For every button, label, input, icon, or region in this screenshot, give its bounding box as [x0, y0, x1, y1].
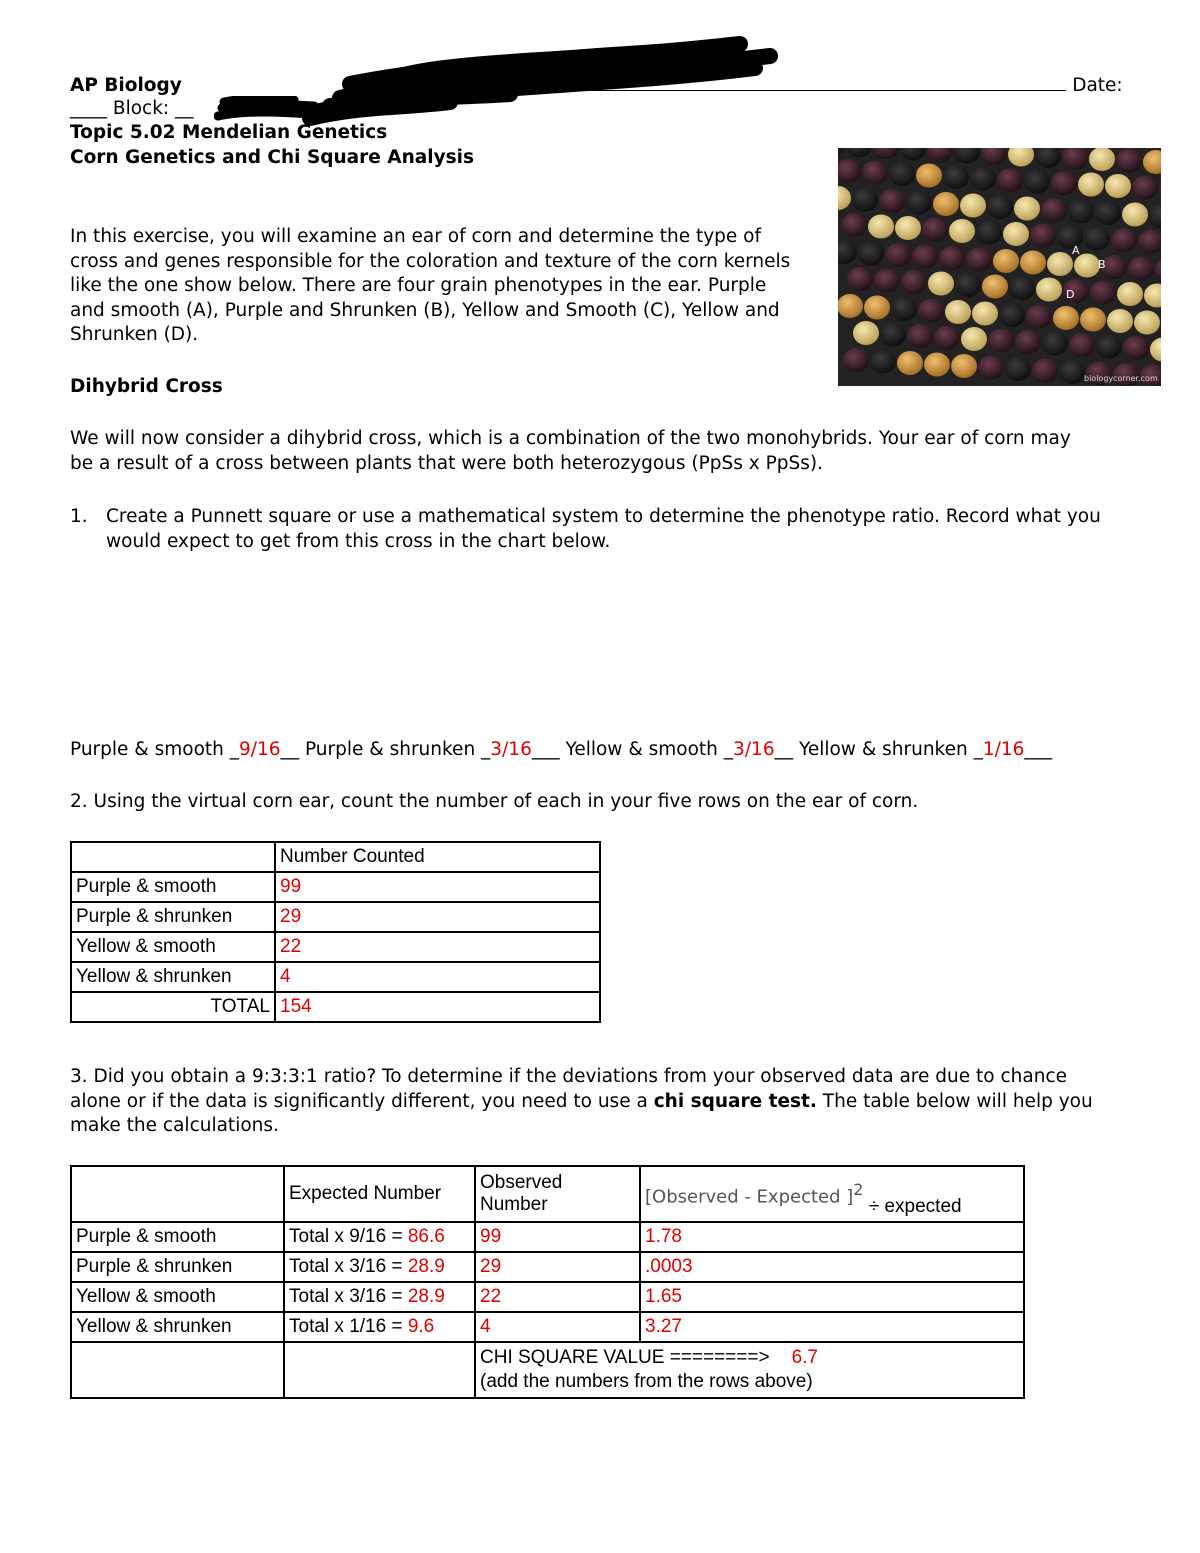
header-expected: Expected Number [284, 1166, 475, 1222]
corn-kernel [1020, 251, 1046, 275]
row-label: Yellow & shrunken [71, 1312, 284, 1342]
corn-kernel [862, 161, 888, 185]
table-row [71, 1166, 1024, 1222]
row-label: Yellow & smooth [71, 1282, 284, 1312]
corn-kernel [1078, 173, 1104, 197]
corn-kernel [868, 215, 894, 239]
block-label: ____ Block: __ [70, 98, 194, 119]
chi-component[interactable]: 3.27 [640, 1312, 1024, 1342]
corn-kernel [1005, 357, 1031, 381]
corn-kernel [1009, 276, 1035, 300]
paragraph-line: be a result of a cross between plants that were both heterozygous (PpSs x PpSs). [70, 452, 823, 474]
corn-kernel [841, 213, 867, 237]
corn-kernel [1024, 170, 1050, 194]
corn-kernel [1026, 305, 1052, 329]
table-row [71, 992, 600, 1022]
corn-kernel [1015, 330, 1041, 354]
table-row [71, 872, 600, 902]
corn-kernel [1090, 281, 1116, 305]
ratio-label-yellow-shrunken: Yellow & shrunken _ [798, 739, 983, 760]
corn-kernel [988, 329, 1014, 353]
corn-kernel [1047, 252, 1073, 276]
corn-kernel [955, 273, 981, 297]
intro-line: like the one show below. There are four grain phenotypes in the ear. Purple [70, 275, 767, 297]
corn-kernel [933, 192, 959, 216]
corn-kernel [1122, 203, 1148, 227]
formula-exponent: 2 [853, 1179, 864, 1199]
corn-kernel [928, 272, 954, 296]
corn-kernel [1041, 198, 1067, 222]
corn-kernel [906, 191, 932, 215]
text-span: alone or if the data is significantly different, you need to use a [70, 1090, 654, 1112]
corn-kernel [1117, 282, 1143, 306]
corn-kernel [924, 353, 950, 377]
corn-kernel [978, 356, 1004, 380]
corn-kernel [1030, 224, 1056, 248]
observed-value[interactable]: 22 [475, 1282, 640, 1312]
intro-paragraph [70, 225, 790, 348]
corn-kernel [1014, 197, 1040, 221]
corn-kernel [939, 246, 965, 270]
formula-text: [Observed - Expected ] [645, 1186, 854, 1208]
course-title: AP Biology [70, 75, 182, 96]
corn-kernel [852, 188, 878, 212]
corn-kernel [949, 219, 975, 243]
corn-kernel [972, 302, 998, 326]
corn-kernel [1059, 360, 1085, 384]
table-cell [71, 842, 275, 872]
table-row [71, 932, 600, 962]
corn-kernel [853, 321, 879, 345]
intro-line: Shrunken (D). [70, 324, 199, 346]
corn-kernel [912, 245, 938, 269]
header-formula [640, 1166, 1024, 1222]
corn-kernel [999, 303, 1025, 327]
chi-component[interactable]: .0003 [640, 1252, 1024, 1282]
intro-line: and smooth (A), Purple and Shrunken (B), Yellow and Smooth (C), Yellow and [70, 299, 780, 321]
corn-kernel [1036, 278, 1062, 302]
corn-kernel [943, 165, 969, 189]
emphasis-text: chi square test. [653, 1090, 817, 1112]
ratio-answers [70, 738, 1052, 763]
count-value[interactable]: 99 [275, 872, 600, 902]
corn-kernel [879, 189, 905, 213]
corn-kernel [934, 326, 960, 350]
corn-kernel [1128, 257, 1154, 281]
corn-kernel [951, 354, 977, 378]
chi-component[interactable]: 1.65 [640, 1282, 1024, 1312]
corn-kernels [838, 148, 1161, 386]
chi-square-table [70, 1165, 1025, 1399]
corn-kernel [1111, 228, 1137, 252]
block-line [70, 97, 194, 122]
count-value[interactable]: 29 [275, 902, 600, 932]
question-line: 3. Did you obtain a 9:3:3:1 ratio? To determine if the deviations from your observed data are due to chance [70, 1066, 1067, 1087]
kernel-label: D [1066, 288, 1075, 301]
corn-kernel [870, 350, 896, 374]
ratio-blank: __ [774, 739, 799, 760]
corn-kernel [864, 296, 890, 320]
corn-kernel [891, 297, 917, 321]
calc-text: Total x 9/16 = [289, 1226, 408, 1247]
corn-kernel [1051, 171, 1077, 195]
corn-kernel [970, 167, 996, 191]
kernel-label: A [1072, 244, 1080, 257]
corn-kernel [1080, 308, 1106, 332]
corn-kernel [907, 324, 933, 348]
row-label: Purple & smooth [71, 872, 275, 902]
table-row [71, 842, 600, 872]
row-label: Purple & shrunken [71, 1252, 284, 1282]
table-cell [284, 1342, 475, 1398]
date-label: Date: [1072, 75, 1123, 96]
corn-kernel [897, 351, 923, 375]
header-observed [475, 1166, 640, 1222]
topic-heading: Topic 5.02 Mendelian Genetics [70, 122, 388, 143]
corn-kernel [1068, 200, 1094, 224]
corn-kernel [960, 194, 986, 218]
question-line [70, 1090, 1093, 1115]
row-label: Purple & smooth [71, 1222, 284, 1252]
question-line: Create a Punnett square or use a mathematical system to determine the phenotype ratio. Record what you [106, 506, 1101, 527]
chi-square-total-cell [475, 1342, 1024, 1398]
row-label: Yellow & shrunken [71, 962, 275, 992]
ratio-value-yellow-shrunken[interactable]: 1/16 [982, 739, 1025, 760]
ratio-blank: __ [280, 739, 305, 760]
expected-value[interactable]: 28.9 [407, 1256, 445, 1277]
row-label: Purple & shrunken [71, 902, 275, 932]
expected-value[interactable]: 9.6 [407, 1316, 435, 1337]
chi-square-value[interactable]: 6.7 [791, 1347, 818, 1368]
corn-kernel [1116, 149, 1142, 173]
corn-kernel [885, 243, 911, 267]
ratio-value-purple-smooth[interactable]: 9/16 [239, 739, 281, 760]
corn-kernel [874, 269, 900, 293]
question-1-text [106, 505, 1101, 554]
expected-cell [284, 1282, 475, 1312]
intro-line: cross and genes responsible for the coloration and texture of the corn kernels [70, 250, 791, 272]
corn-kernel [976, 221, 1002, 245]
expected-value[interactable]: 86.6 [407, 1226, 445, 1247]
ratio-label-yellow-smooth: Yellow & smooth _ [565, 739, 734, 760]
page-title: Corn Genetics and Chi Square Analysis [70, 147, 475, 168]
calc-text: Total x 3/16 = [289, 1286, 408, 1307]
header-line: Observed [480, 1172, 563, 1193]
question-2-text: 2. Using the virtual corn ear, count the number of each in your five rows on the ear of corn. [70, 791, 919, 812]
calc-text: Total x 1/16 = [289, 1316, 408, 1337]
corn-kernel [847, 267, 873, 291]
table-row [71, 1252, 1024, 1282]
table-row [71, 1222, 1024, 1252]
question-line: make the calculations. [70, 1115, 279, 1137]
table-row [71, 1312, 1024, 1342]
corn-kernel [1095, 201, 1121, 225]
kernel-label: B [1098, 258, 1106, 271]
expected-cell [284, 1252, 475, 1282]
corn-kernel [1074, 254, 1100, 278]
question-1-number: 1. [70, 506, 88, 527]
table-row [71, 902, 600, 932]
expected-cell [284, 1312, 475, 1342]
total-label: TOTAL [71, 992, 275, 1022]
name-label: Name: [373, 75, 435, 96]
table-cell [71, 1342, 284, 1398]
chi-square-label: CHI SQUARE VALUE ========> [480, 1347, 770, 1368]
corn-kernel [966, 248, 992, 272]
table-header: Number Counted [275, 842, 600, 872]
corn-kernel [987, 195, 1013, 219]
table-row [71, 962, 600, 992]
chi-square-line [480, 1346, 1019, 1370]
count-value[interactable]: 4 [275, 962, 600, 992]
image-credit: biologycorner.com [1084, 374, 1158, 383]
table-row [71, 1282, 1024, 1312]
formula-tail: ÷ expected [868, 1196, 962, 1218]
count-value[interactable]: 22 [275, 932, 600, 962]
table-row [71, 1342, 1024, 1398]
corn-kernel [1032, 359, 1058, 383]
question-3-text [70, 1065, 1093, 1139]
ratio-blank: ___ [531, 739, 566, 760]
ratio-label-purple-smooth: Purple & smooth _ [70, 739, 240, 760]
corn-kernel [1003, 222, 1029, 246]
corn-kernel [1053, 306, 1079, 330]
ratio-value-yellow-smooth[interactable]: 3/16 [733, 739, 775, 760]
corn-kernel [1132, 176, 1158, 200]
corn-kernel [901, 270, 927, 294]
corn-kernel [997, 168, 1023, 192]
ratio-value-purple-shrunken[interactable]: 3/16 [490, 739, 532, 760]
corn-kernel [889, 162, 915, 186]
expected-value[interactable]: 28.9 [407, 1286, 445, 1307]
count-table [70, 841, 601, 1023]
corn-kernel [982, 275, 1008, 299]
corn-kernel [993, 249, 1019, 273]
observed-value[interactable]: 29 [475, 1252, 640, 1282]
corn-kernel [1089, 148, 1115, 171]
ratio-label-purple-shrunken: Purple & shrunken _ [304, 739, 491, 760]
corn-kernel [916, 164, 942, 188]
table-cell [71, 1166, 284, 1222]
corn-kernel [918, 299, 944, 323]
corn-kernel [1134, 311, 1160, 335]
corn-kernel [895, 216, 921, 240]
section-paragraph [70, 427, 1071, 476]
observed-value[interactable]: 4 [475, 1312, 640, 1342]
redaction-scribble [300, 36, 780, 126]
corn-kernel [858, 242, 884, 266]
corn-kernel [1105, 174, 1131, 198]
row-label: Yellow & smooth [71, 932, 275, 962]
paragraph-line: We will now consider a dihybrid cross, which is a combination of the two monohybrids. Your ear of corn may [70, 428, 1071, 449]
total-value[interactable]: 154 [275, 992, 600, 1022]
corn-kernel [1107, 309, 1133, 333]
corn-kernel [961, 327, 987, 351]
corn-kernel [945, 300, 971, 324]
chi-square-note: (add the numbers from the rows above) [480, 1371, 813, 1392]
intro-line: In this exercise, you will examine an ear of corn and determine the type of [70, 226, 761, 247]
corn-kernel [838, 294, 863, 318]
calc-text: Total x 3/16 = [289, 1256, 408, 1277]
corn-kernel [922, 218, 948, 242]
header-line: Number [480, 1194, 548, 1215]
text-span: The table below will help you [816, 1090, 1093, 1112]
section-heading: Dihybrid Cross [70, 376, 223, 397]
expected-cell [284, 1222, 475, 1252]
corn-kernel [1042, 332, 1068, 356]
corn-kernel [1096, 335, 1122, 359]
corn-kernel [880, 323, 906, 347]
ratio-blank: ___ [1024, 739, 1053, 760]
chi-component[interactable]: 1.78 [640, 1222, 1024, 1252]
question-line: would expect to get from this cross in the chart below. [106, 530, 611, 552]
corn-kernel [1069, 333, 1095, 357]
corn-kernel [1084, 227, 1110, 251]
corn-ear-image [838, 148, 1161, 386]
corn-kernel [843, 348, 869, 372]
corn-kernel [1123, 336, 1149, 360]
observed-value[interactable]: 99 [475, 1222, 640, 1252]
